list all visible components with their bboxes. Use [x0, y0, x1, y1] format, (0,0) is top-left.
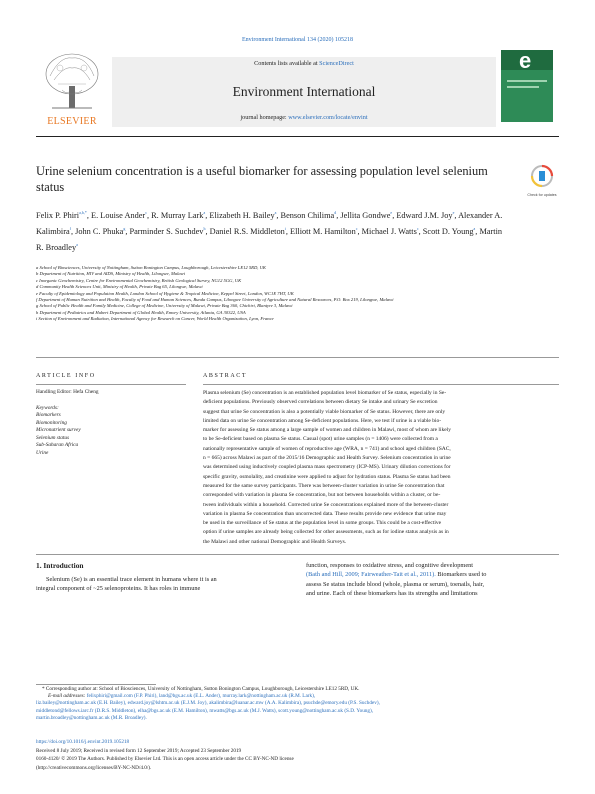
author-name[interactable]: E. Louise Ander	[91, 210, 146, 220]
keyword-item: Sub-Saharan Africa	[36, 442, 79, 449]
email-link[interactable]: martin.broadley@nottingham.ac.uk (M.R. Broadley).	[36, 714, 147, 721]
abstract-line: limited data on urine Se concentration among Se-deficient populations. Here, we test if urine is a viable bio-	[203, 417, 442, 424]
homepage-prefix: journal homepage:	[240, 114, 289, 121]
sciencedirect-link[interactable]: ScienceDirect	[319, 60, 354, 67]
intro-right-line: function, responses to oxidative stress, and cognitive development	[306, 562, 474, 569]
abstract-line: deficient populations. Previously observed correlations between dietary Se intake and urinary Se excretion	[203, 399, 438, 406]
affiliation-item: d Community Health Sciences Unit, Ministry of Health, Private Bag 65, Lilongwe, Malawi	[36, 284, 203, 290]
intro-left-para	[36, 575, 290, 594]
author-name[interactable]: Scott D. Young	[422, 226, 474, 236]
abstract-line: to be Se-deficient based on plasma Se status. Casual (spot) urine samples (n = 1406) were collected from a	[203, 436, 438, 443]
abstract-line: marker for assessing Se status among a large sample of women and children in Malawi, most of whom are likely	[203, 427, 451, 434]
article-footer	[36, 738, 559, 772]
author-affiliation-marker[interactable]: f	[69, 225, 71, 231]
author-affiliation-marker[interactable]: c	[145, 210, 147, 215]
author-name[interactable]: Felix P. Phiri	[36, 210, 80, 220]
email-link[interactable]: liz.bailey@nottingham.ac.uk (E.H. Bailey), edward.joy@lshtm.ac.uk (E.J.M. Joy), akalimbira@luanar.ac.mw (A.A. Kalimbira), psuchde@emory.edu (P.S. Suchdev),	[36, 700, 380, 707]
journal-title: Environment International	[232, 84, 376, 99]
intro-citation-link[interactable]: (Bath and Hill, 2009; Fairweather-Tait et al., 2011).	[306, 571, 436, 579]
author-affiliation-marker[interactable]: e	[390, 210, 393, 215]
affiliation-item: h Department of Pediatrics and Hubert Department of Global Health, Emory University, Atlanta, GA 30322, USA	[36, 309, 246, 315]
intro-left-line: integral component of ~25 selenoproteins. It has roles in immune	[36, 585, 201, 593]
affiliation-item: c Inorganic Geochemistry, Centre for Environmental Geochemistry, British Geological Survey, NG12 5GG, UK	[36, 277, 242, 283]
abstract-line: nationally representative sample of women of reproductive age (WRA, n = 741) and school aged children (SAC,	[203, 445, 451, 452]
author-name[interactable]: Alexander A. Kalimbira	[36, 210, 503, 236]
crossmark-icon	[527, 164, 557, 188]
intro-right-line: and urine. Each of these biomarkers has its strengths and limitations	[306, 590, 478, 598]
received-dates: Received 8 July 2019; Received in revised form 12 September 2019; Accepted 23 September 2019	[36, 747, 242, 754]
intro-right-text: Biomarkers used to	[435, 571, 487, 579]
crossmark-label: Check for updates	[527, 193, 557, 197]
cover-line	[507, 86, 539, 88]
abstract-body	[203, 389, 559, 547]
author-affiliation-marker[interactable]: d	[334, 210, 337, 215]
keyword-item: Selenium status	[36, 434, 70, 441]
journal-citation[interactable]: Environment International 134 (2020) 105218	[242, 37, 353, 43]
keywords-label: Keywords:	[36, 405, 59, 411]
keyword-item: Urine	[36, 449, 49, 456]
abstract-rule	[203, 384, 559, 385]
author-name[interactable]: Michael J. Watts	[361, 226, 417, 236]
copyright-line: 0160-4120/ © 2019 The Authors. Published by Elsevier Ltd. This is an open access article under the CC BY-NC-ND license	[36, 756, 294, 763]
author-name[interactable]: Martin R. Broadley	[36, 226, 503, 252]
abstract-line: was determined using inductively coupled plasma mass spectrometry (ICP-MS). Urinary dilution corrections for	[203, 464, 451, 471]
elsevier-logo	[40, 50, 104, 118]
author-name[interactable]: Jellita Gondwe	[340, 210, 391, 220]
author-name[interactable]: Elizabeth H. Bailey	[209, 210, 275, 220]
doi-link[interactable]: https://doi.org/10.1016/j.envint.2019.105218	[36, 739, 130, 745]
intro-right-line: assess Se status include blood (whole, plasma or serum), toenails, hair,	[306, 580, 485, 588]
abstract-line: measured for the same survey participants. There was between-cluster variation in urine Se concentration that	[203, 482, 445, 489]
homepage-line	[112, 114, 496, 121]
intro-heading: 1. Introduction	[36, 561, 84, 570]
journal-cover	[501, 50, 553, 122]
abstract-line: variation in plasma Se concentration than uncorrected data. These results provide new evidence that urine may	[203, 510, 447, 517]
affiliation-item: e Faculty of Epidemiology and Population Health, London School of Hygiene & Tropical Medicine, Keppel Street, London, WC1E 7HT, UK	[36, 290, 294, 296]
author-name[interactable]: Benson Chilima	[280, 210, 335, 220]
article-title: Urine selenium concentration is a useful biomarker for assessing population level selenium status	[36, 164, 488, 194]
abstract-bottom-rule	[36, 554, 559, 555]
author-name[interactable]: Edward J.M. Joy	[396, 210, 453, 220]
license-link[interactable]: (http://creativecommons.org/licenses/BY-NC-ND/4.0/).	[36, 764, 152, 771]
affiliation-item: g School of Public Health and Family Medicine, College of Medicine, University of Malawi, Private Bag 360, Chichiri, Blantyre 3, Malawi	[36, 303, 293, 309]
author-name[interactable]: Daniel R.S. Middleton	[209, 226, 285, 236]
affiliation-list	[36, 265, 559, 323]
author-affiliation-marker[interactable]: c	[355, 225, 358, 231]
elsevier-tree-icon	[40, 50, 104, 118]
email-label: E-mail addresses:	[48, 693, 87, 700]
affiliation-item: a School of Biosciences, University of Nottingham, Sutton Bonington Campus, Loughborough, Leicestershire LE12 5RD, UK	[36, 265, 266, 270]
abstract-line: suggest that urine Se concentration is also a potentially viable biomarker of Se status. However, there are only	[203, 408, 446, 415]
affiliation-item: i Section of Environment and Radiation, International Agency for Research on Cancer, World Health Organization, Lyon, France	[36, 316, 274, 322]
article-info-heading: ARTICLE INFO	[36, 373, 96, 379]
affiliation-item: b Department of Nutrition, HIV and AIDS, Ministry of Health, Lilongwe, Malawi	[36, 271, 185, 277]
affiliation-item: f Department of Human Nutrition and Health, Faculty of Food and Human Sciences, Bunda Campus, Lilongwe University of Agriculture and Natural Resources, P.O. Box 219, Lilongwe, Malawi	[36, 297, 394, 303]
author-affiliation-marker[interactable]: i	[284, 225, 286, 231]
affiliation-rule	[36, 357, 559, 358]
abstract-line: option if urine samples are already being collected for other assessments, such as for iodine status analysis as in	[203, 529, 449, 536]
intro-right-para	[306, 561, 560, 599]
handling-editor: Handling Editor: Hefa Cheng	[36, 389, 99, 395]
keyword-item: Micronutrient survey	[36, 427, 81, 434]
author-list: Felix P. Phiri$^{a,b,*}$, E. Louise Ander$^c$, R. Murray Lark$^a$, Elizabeth H. Bailey$^a$, Benson Chilima$^d$, Jellita Gondwe$^e$, Edward J.M. Joy$^e$, Alexander A. Kalimbira$^f$, John C. Phuka$^g$, Parminder S. Suchdev$^h$, Daniel R.S. Middleton$^i$, Elliott M. Hamilton$^c$, Michael J. Watts$^c$, Scott D. Young$^a$, Martin R. Broadley$^a$	[36, 210, 503, 252]
crossmark-button[interactable]	[527, 164, 557, 198]
abstract-line: corresponded with variation in plasma Se concentration, but not between households within a cluster, or be-	[203, 492, 441, 499]
author-affiliation-marker[interactable]: a	[473, 225, 476, 231]
author-affiliation-marker[interactable]: a	[274, 210, 277, 215]
corresponding-author: * Corresponding author at: School of Biosciences, University of Nottingham, Sutton Bonington Campus, Loughborough, Leicestershire LE12 5RD, UK.	[42, 686, 360, 692]
publisher-wordmark: ELSEVIER	[47, 116, 97, 127]
article-info-rule	[36, 384, 186, 385]
keyword-item: Biomarkers	[36, 412, 61, 418]
author-affiliation-marker[interactable]: c	[416, 225, 419, 231]
abstract-line: the Malawi and other national Demographic and Health Surveys.	[203, 538, 347, 545]
homepage-link[interactable]: www.elsevier.com/locate/envint	[288, 114, 368, 121]
contents-line	[112, 60, 496, 67]
author-name[interactable]: John C. Phuka	[75, 226, 124, 236]
author-name[interactable]: Parminder S. Suchdev	[129, 226, 204, 236]
author-affiliation-marker[interactable]: a	[203, 210, 206, 215]
intro-left-line: Selenium (Se) is an essential trace element in humans where it is an	[46, 576, 217, 583]
cover-line	[507, 80, 547, 82]
intro-right-line	[306, 570, 560, 579]
cover-letter: e	[519, 48, 532, 73]
keyword-list	[36, 412, 81, 458]
contents-prefix: Contents lists available at	[254, 60, 320, 67]
abstract-line: specific gravity, osmolality, and creatinine were applied to adjust for hydration status. Plasma Se status had been	[203, 473, 451, 480]
abstract-line: tween individuals within a household. Corrected urine Se concentrations explained more of the between-cluster	[203, 501, 449, 508]
keyword-item: Biomonitoring	[36, 419, 67, 426]
author-name[interactable]: R. Murray Lark	[151, 210, 204, 220]
author-affiliation-marker[interactable]: a	[76, 241, 78, 247]
author-name[interactable]: Elliott M. Hamilton	[290, 226, 356, 236]
author-affiliation-marker[interactable]: g	[123, 225, 126, 231]
email-link[interactable]: middletond@fellows.iarc.fr (D.R.S. Middleton), elha@bgs.ac.uk (E.M. Hamilton), mwatts@bgs.ac.uk (M.J. Watts), scott.young@nottingham.ac.uk (S.D. Young),	[36, 707, 374, 714]
author-affiliation-marker[interactable]: h	[203, 225, 206, 231]
abstract-line: Plasma selenium (Se) concentration is an established population level biomarker of Se status, especially in Se-	[203, 390, 447, 396]
email-link[interactable]: felixphiri@gmail.com (F.P. Phiri), land@bgs.ac.uk (E.L. Ander), murray.lark@nottingham.ac.uk (R.M. Lark),	[86, 693, 316, 700]
footnote	[36, 686, 559, 722]
author-affiliation-marker[interactable]: a,b,*	[79, 210, 87, 215]
abstract-line: n = 665) across Malawi as part of the 2015/16 Demographic and Health Survey. Selenium concentration in urine	[203, 455, 451, 462]
footnote-rule	[36, 684, 156, 685]
header-rule	[36, 136, 559, 137]
abstract-heading: ABSTRACT	[203, 373, 248, 379]
abstract-line: be used in the surveillance of Se status at the population level in some groups. This could be a cost-effective	[203, 520, 442, 527]
author-affiliation-marker[interactable]: e	[452, 210, 455, 215]
